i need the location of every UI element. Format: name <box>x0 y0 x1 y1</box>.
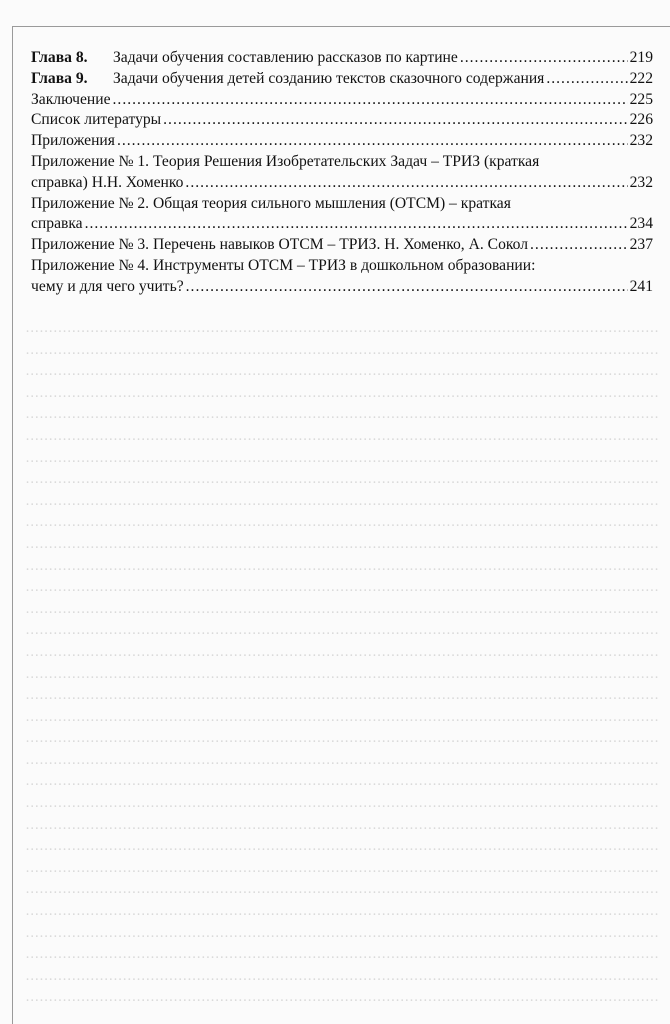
page-number: 232 <box>629 173 653 191</box>
table-of-contents <box>31 48 653 298</box>
dot-leader <box>546 69 627 90</box>
toc-entry-conclusion <box>31 90 653 111</box>
toc-entry-title-line-2: чему и для чего учить? <box>31 277 184 295</box>
toc-entry-appendix-4 <box>31 256 653 298</box>
toc-entry-title: Приложение № 3. Перечень навыков ОТСМ – ТРИЗ. Н. Хоменко, А. Сокол <box>31 236 529 254</box>
page-number: 222 <box>629 69 653 87</box>
toc-entry-chapter-9 <box>31 69 653 90</box>
toc-entry-appendix-1 <box>31 152 653 194</box>
toc-entry-chapter-8 <box>31 48 653 69</box>
toc-entry-title-line-2: справка) Н.Н. Хоменко <box>31 173 184 191</box>
page-number: 237 <box>629 236 653 254</box>
page-number: 241 <box>629 277 653 295</box>
dot-leader <box>163 110 627 131</box>
page-number: 226 <box>629 111 653 129</box>
toc-entry-title-line-1: Приложение № 1. Теория Решения Изобретательских Задач – ТРИЗ (краткая <box>31 152 540 170</box>
page-number: 234 <box>629 215 653 233</box>
toc-entry-title: Задачи обучения составлению рассказов по картине <box>113 49 458 66</box>
toc-entry-appendices <box>31 131 653 152</box>
toc-entry-title: Список литературы <box>31 111 162 129</box>
toc-entry-title: Заключение <box>31 90 111 108</box>
dot-leader <box>185 173 627 194</box>
toc-entry-title-line-2: справка <box>31 215 83 233</box>
chapter-number: Глава 9. <box>31 69 88 87</box>
chapter-number: Глава 8. <box>31 49 88 66</box>
toc-entry-title-line-1: Приложение № 2. Общая теория сильного мышления (ОТСМ) – краткая <box>31 194 511 212</box>
dot-leader <box>113 90 628 111</box>
dot-leader <box>186 277 628 298</box>
toc-entry-title-line-1: Приложение № 4. Инструменты ОТСМ – ТРИЗ в дошкольном образовании: <box>31 256 536 274</box>
toc-entry-title: Задачи обучения детей созданию текстов сказочного содержания <box>113 69 545 87</box>
page-number: 232 <box>629 132 653 150</box>
toc-entry-title: Приложения <box>31 132 115 150</box>
dot-leader <box>530 235 628 256</box>
dot-leader <box>85 214 628 235</box>
page-number: 219 <box>629 49 653 66</box>
page-number: 225 <box>629 90 653 108</box>
dot-leader <box>460 48 628 69</box>
toc-entry-appendix-2 <box>31 194 653 236</box>
toc-entry-appendix-3 <box>31 235 653 256</box>
toc-entry-references <box>31 110 653 131</box>
dot-leader <box>117 131 628 152</box>
